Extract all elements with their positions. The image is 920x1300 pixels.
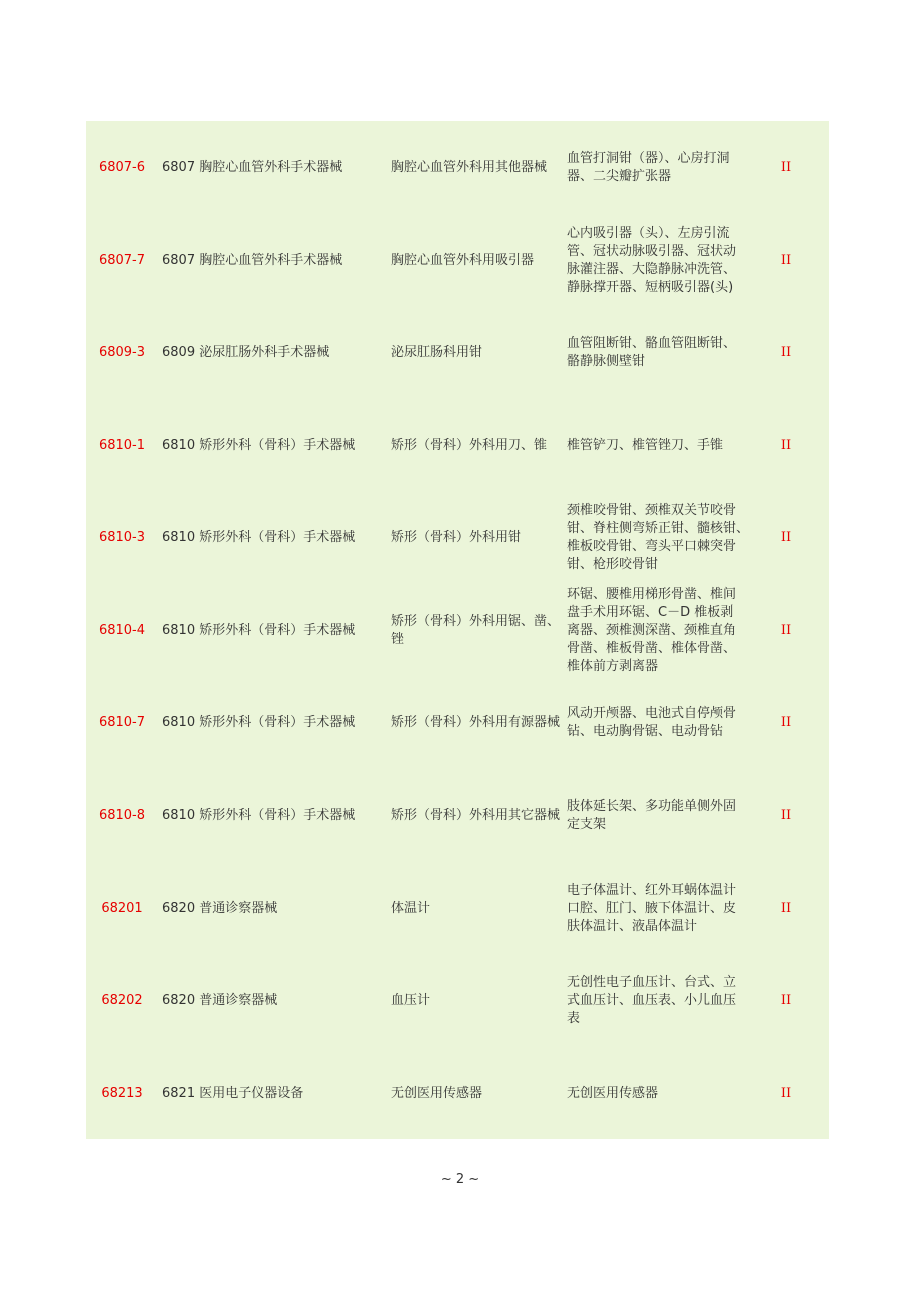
row-product-name: 泌尿肛肠科用钳 [391,344,483,360]
description-line: 定支架 [567,816,607,832]
row-category: 6809 泌尿肛肠外科手术器械 [162,344,330,360]
description-line: 无创医用传感器 [567,1085,659,1101]
row-code: 6810-3 [98,529,146,545]
description-line: 盘手术用环锯、C－D 椎板剥 [567,604,734,620]
row-product-name: 矫形（骨科）外科用刀、锥 [391,437,548,453]
table-row [86,862,829,955]
table-row [86,584,829,677]
row-category: 6807 胸腔心血管外科手术器械 [162,252,343,268]
description-line: 无创性电子血压计、台式、立 [567,974,737,990]
description-line: 环锯、腰椎用梯形骨凿、椎间 [567,586,737,602]
description-line: 肤体温计、液晶体温计 [567,918,698,934]
row-category: 6807 胸腔心血管外科手术器械 [162,159,343,175]
description-line: 表 [567,1010,581,1026]
description-line: 静脉撑开器、短柄吸引器(头) [567,279,734,295]
table-row [86,676,829,769]
description-line: 椎体前方剥离器 [567,658,659,674]
device-table [86,121,829,1139]
table-row [86,1047,829,1140]
row-description [567,306,752,399]
description-line: 血管阻断钳、骼血管阻断钳、 [567,335,737,351]
row-product-name: 无创医用传感器 [391,1085,483,1101]
table-row [86,769,829,862]
row-class: II [780,344,792,360]
row-code: 68213 [101,1085,143,1101]
row-code: 6807-6 [98,159,146,175]
row-product-name: 胸腔心血管外科用其他器械 [391,159,548,175]
row-code: 6810-1 [98,437,146,453]
description-line: 器、二尖瓣扩张器 [567,168,672,184]
row-product-name: 胸腔心血管外科用吸引器 [391,252,535,268]
description-line: 心内吸引器（头）、左房引流 [567,225,730,241]
row-category: 6810 矫形外科（骨科）手术器械 [162,529,356,545]
row-class: II [780,714,792,730]
row-code: 6807-7 [98,252,146,268]
row-description [567,954,752,1047]
row-class: II [780,159,792,175]
row-code: 6810-8 [98,807,146,823]
description-line: 骼静脉侧壁钳 [567,353,646,369]
row-class: II [780,1085,792,1101]
row-class: II [780,622,792,638]
row-product-name: 矫形（骨科）外科用有源器械 [391,714,561,730]
row-category: 6821 医用电子仪器设备 [162,1085,304,1101]
row-description [567,1047,752,1140]
description-line: 离器、颈椎测深凿、颈椎直角 [567,622,737,638]
row-class: II [780,252,792,268]
description-line: 椎板咬骨钳、弯头平口棘突骨 [567,538,737,554]
description-line: 颈椎咬骨钳、颈椎双关节咬骨 [567,502,737,518]
row-class: II [780,529,792,545]
row-code: 68201 [101,900,143,916]
description-line: 管、冠状动脉吸引器、冠状动 [567,243,737,259]
row-description [567,862,752,955]
row-category: 6820 普通诊察器械 [162,992,278,1008]
row-description [567,491,752,584]
row-class: II [780,900,792,916]
table-row [86,306,829,399]
description-line: 钻、电动胸骨锯、电动骨钻 [567,723,724,739]
table-row [86,214,829,307]
description-line: 血管打洞钳（器）、心房打洞 [567,150,730,166]
row-product-name: 体温计 [391,900,431,916]
page-number: ~ 2 ~ [440,1172,480,1187]
description-line: 钳、脊柱侧弯矫正钳、髓核钳、 [567,520,750,536]
row-product-name: 血压计 [391,992,431,1008]
row-product-name: 矫形（骨科）外科用锯、凿、锉 [391,613,561,647]
table-row [86,491,829,584]
row-category: 6810 矫形外科（骨科）手术器械 [162,437,356,453]
row-class: II [780,807,792,823]
row-category: 6810 矫形外科（骨科）手术器械 [162,807,356,823]
description-line: 肢体延长架、多功能单侧外固 [567,798,737,814]
row-product-name: 矫形（骨科）外科用钳 [391,529,522,545]
description-line: 口腔、肛门、腋下体温计、皮 [567,900,737,916]
table-row [86,399,829,492]
row-category: 6810 矫形外科（骨科）手术器械 [162,622,356,638]
row-code: 6809-3 [98,344,146,360]
row-description [567,769,752,862]
row-class: II [780,437,792,453]
row-description [567,399,752,492]
row-code: 6810-4 [98,622,146,638]
row-description [567,121,752,214]
description-line: 式血压计、血压表、小儿血压 [567,992,737,1008]
row-code: 68202 [101,992,143,1008]
row-description [567,584,752,677]
description-line: 风动开颅器、电池式自停颅骨 [567,705,737,721]
row-description [567,214,752,307]
table-row [86,954,829,1047]
row-code: 6810-7 [98,714,146,730]
row-category: 6820 普通诊察器械 [162,900,278,916]
row-product-name: 矫形（骨科）外科用其它器械 [391,807,561,823]
description-line: 钳、枪形咬骨钳 [567,556,659,572]
description-line: 脉灌注器、大隐静脉冲洗管、 [567,261,737,277]
row-category: 6810 矫形外科（骨科）手术器械 [162,714,356,730]
row-description [567,676,752,769]
description-line: 椎管铲刀、椎管锉刀、手锥 [567,437,724,453]
description-line: 骨凿、椎板骨凿、椎体骨凿、 [567,640,737,656]
row-class: II [780,992,792,1008]
table-row [86,121,829,214]
description-line: 电子体温计、红外耳蜗体温计 [567,882,737,898]
